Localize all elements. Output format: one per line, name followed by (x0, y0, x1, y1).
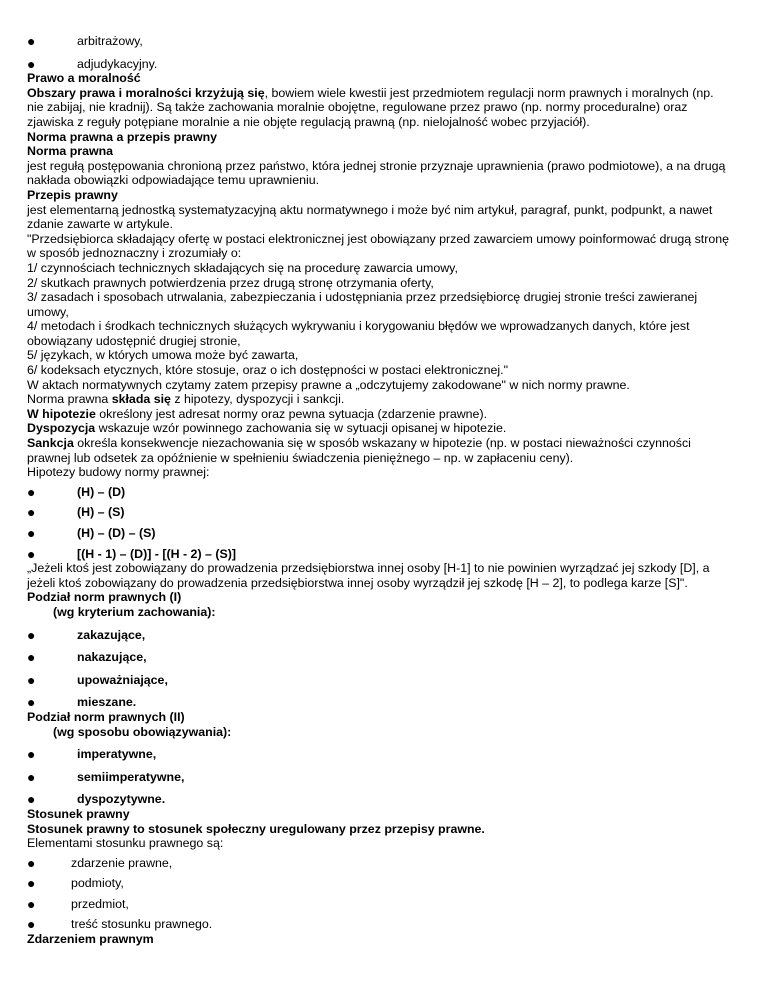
section-heading: Podział norm prawnych (II) (27, 709, 185, 724)
quote-line: "Przedsiębiorca składający ofertę w postaci elektronicznej jest obowiązany przed zawarciem umowy poinformować drugą stronę w sposób jednoznaczny i zrozumiały o: (27, 231, 730, 261)
section-heading: Zdarzeniem prawnym (27, 932, 154, 947)
bullet-icon: ● (27, 483, 36, 500)
quote-line: 4/ metodach i środkach technicznych służących wykrywaniu i korygowaniu błędów we wprowadzanych danych, które jest obowiązany udostępnić drugiej stronie, (27, 319, 690, 348)
list-item: ● imperatywne, (27, 746, 157, 763)
paragraph: jest regułą postępowania chronioną przez państwo, która jednej stronie przyznaje uprawnienia (prawo podmiotowe), a na drugą nakłada obowiązki odpowiadające temu uprawnieniu. (27, 158, 726, 188)
paragraph: Elementami stosunku prawnego są: (27, 836, 224, 851)
bullet-icon: ● (27, 694, 36, 711)
quote-line: 2/ skutkach prawnych potwierdzenia przez drugą stronę otrzymania oferty, (27, 275, 434, 290)
bullet-icon: ● (27, 55, 36, 72)
bullet-icon: ● (27, 746, 36, 763)
bullet-icon: ● (27, 895, 36, 912)
paragraph: jest elementarną jednostką systematyzacyjną aktu normatywnego i może być nim artykuł, paragraf, punkt, podpunkt, a nawet zdanie zawarte w artykule. (27, 202, 713, 232)
bullet-icon: ● (27, 504, 36, 521)
bullet-icon: ● (27, 671, 36, 688)
list-item: ● upoważniające, (27, 671, 168, 688)
paragraph: Hipotezy budowy normy prawnej: (27, 465, 210, 480)
list-item: ● semiimperatywne, (27, 768, 185, 785)
list-item: ● nakazujące, (27, 649, 147, 666)
list-item: ● zakazujące, (27, 626, 146, 643)
list-item: ● treść stosunku prawnego. (27, 916, 213, 933)
section-heading: Podział norm prawnych (I) (27, 590, 182, 605)
subheading: Przepis prawny (27, 187, 118, 202)
bullet-icon: ● (27, 875, 36, 892)
bullet-icon: ● (27, 626, 36, 643)
subheading: (wg kryterium zachowania): (53, 604, 216, 619)
list-item: ● arbitrażowy, (27, 33, 143, 49)
list-item: ● podmioty, (27, 875, 124, 892)
definition: Stosunek prawny to stosunek społeczny uregulowany przez przepisy prawne. (27, 821, 485, 836)
section-heading: Norma prawna a przepis prawny (27, 129, 218, 144)
paragraph: Dyspozycja wskazuje wzór powinnego zachowania się w sytuacji opisanej w hipotezie. (27, 421, 507, 436)
bullet-icon: ● (27, 854, 36, 871)
paragraph: W aktach normatywnych czytamy zatem przepisy prawne a „odczytujemy zakodowane" w nich normy prawne. (27, 377, 630, 392)
bullet-icon: ● (27, 545, 36, 562)
bullet-icon: ● (27, 768, 36, 785)
subheading: Norma prawna (27, 144, 114, 159)
quote-line: 6/ kodeksach etycznych, które stosuje, oraz o ich dostępności w postaci elektronicznej." (27, 363, 508, 378)
paragraph: Obszary prawa i moralności krzyżują się, bowiem wiele kwestii jest przedmiotem regulacji norm prawnych i moralnych (np. nie zabijaj, nie kradnij). Są także zachowania moralnie obojętne, regulowane przez prawo (np. normy proceduralne) oraz zjawiska z reguły potępiane moralnie a nie objęte regulacją prawną (np. nielojalność wobec przyjaciół). (27, 85, 714, 129)
bullet-icon: ● (27, 649, 36, 666)
paragraph: W hipotezie określony jest adresat normy oraz pewna sytuacja (zdarzenie prawne). (27, 406, 488, 421)
document-page (27, 0, 733, 947)
quote-line: 5/ językach, w których umowa może być zawarta, (27, 348, 299, 363)
list-item: ● przedmiot, (27, 895, 129, 912)
bullet-icon: ● (27, 525, 36, 541)
bullet-icon: ● (27, 916, 36, 933)
section-heading: Stosunek prawny (27, 806, 130, 821)
list-item: ● adjudykacyjny. (27, 55, 158, 72)
bullet-icon: ● (27, 33, 36, 49)
bullet-icon: ● (27, 791, 36, 808)
paragraph: Norma prawna składa się z hipotezy, dyspozycji i sankcji. (27, 392, 345, 407)
list-item: ● [(H - 1) – (D)] - [(H - 2) – (S)] (27, 545, 236, 562)
quote-line: 3/ zasadach i sposobach utrwalania, zabezpieczania i udostępniania przez przedsiębiorcę drugiej stronie treści zawieranej umowy, (27, 290, 698, 319)
list-item: ● (H) – (D) – (S) (27, 525, 156, 541)
list-item: ● mieszane. (27, 694, 137, 711)
section-heading: Prawo a moralność (27, 71, 141, 86)
list-item: ● zdarzenie prawne, (27, 854, 173, 871)
example-paragraph: „Jeżeli ktoś jest zobowiązany do prowadzenia przedsiębiorstwa innej osoby [H-1] to nie powinien wyrządzać jej szkody [D], a jeżeli ktoś zobowiązany do prowadzenia przedsiębiorstwa innej osoby wyrządził jej szkodę [H – 2], to podlega karze [S]". (27, 561, 710, 590)
paragraph: Sankcja określa konsekwencje niezachowania się w sposób wskazany w hipotezie (np. w postaci nieważności czynności prawnej lub odsetek za opóźnienie w spełnieniu świadczenia pieniężnego – np. w zapłaceniu ceny). (27, 436, 691, 465)
list-item: ● (H) – (D) (27, 483, 126, 500)
quote-line: 1/ czynnościach technicznych składających się na procedurę zawarcia umowy, (27, 260, 458, 275)
list-item: ● dyspozytywne. (27, 791, 166, 808)
subheading: (wg sposobu obowiązywania): (53, 724, 232, 739)
list-item: ● (H) – (S) (27, 504, 125, 521)
